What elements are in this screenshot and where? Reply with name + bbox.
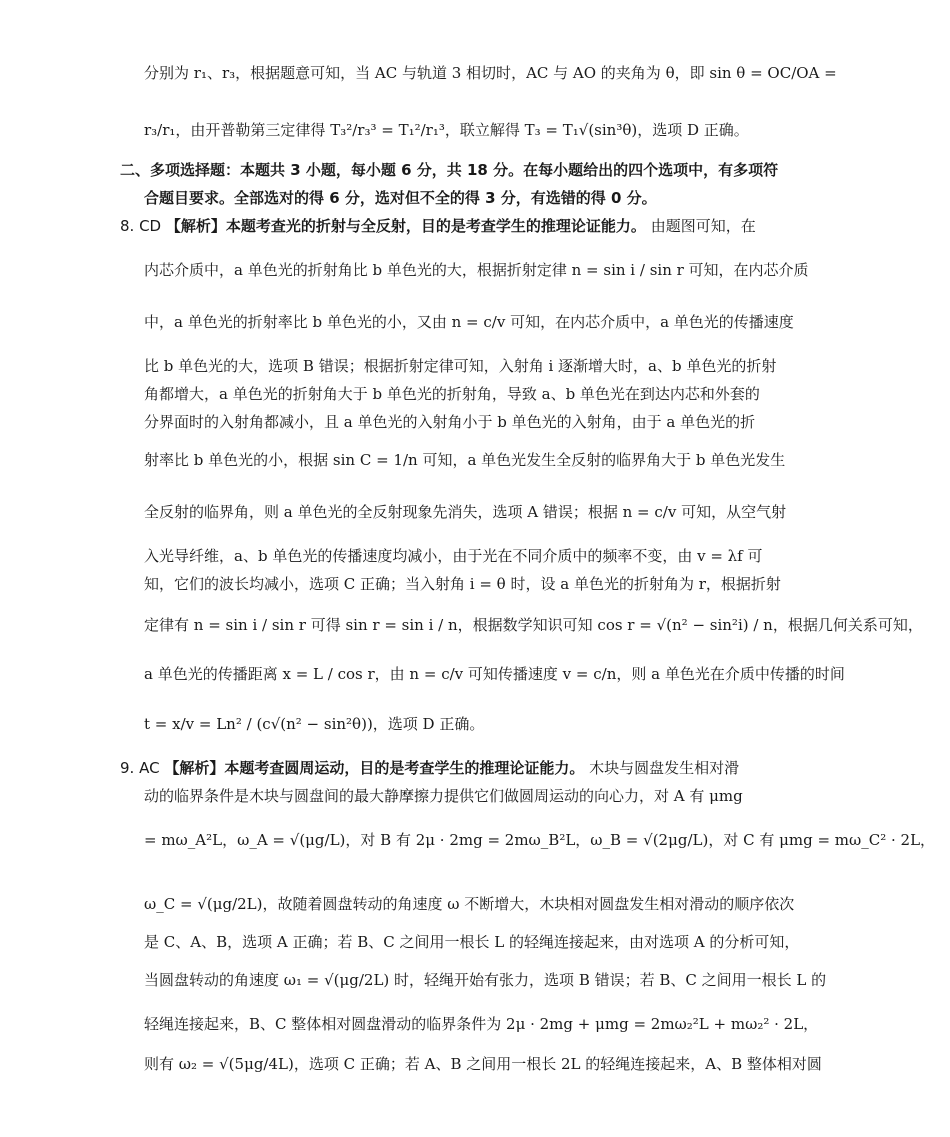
paragraph-line: 分界面时的入射角都减小，且 a 单色光的入射角小于 b 单色光的入射角，由于 a 单色光的折 xyxy=(144,413,756,431)
section-heading: 合题目要求。全部选对的得 6 分，选对但不全的得 3 分，有选错的得 0 分。 xyxy=(144,189,657,207)
paragraph-line: t = x/v = Ln² / (c√(n² − sin²θ))，选项 D 正确。 xyxy=(144,715,485,733)
paragraph-line: 角都增大，a 单色光的折射角大于 b 单色光的折射角，导致 a、b 单色光在到达内芯和外套的 xyxy=(144,385,760,403)
paragraph-line: a 单色光的传播距离 x = L / cos r，由 n = c/v 可知传播速度 v = c/n，则 a 单色光在介质中传播的时间 xyxy=(144,665,845,683)
paragraph-line: ω_C = √(μg/2L)，故随着圆盘转动的角速度 ω 不断增大，木块相对圆盘发生相对滑动的顺序依次 xyxy=(144,895,795,913)
paragraph-line: 动的临界条件是木块与圆盘间的最大静摩擦力提供它们做圆周运动的向心力，对 A 有 μmg xyxy=(144,787,743,805)
analysis-tag: 【解析】本题考查圆周运动，目的是考查学生的推理论证能力。 xyxy=(164,759,585,777)
paragraph-line: 轻绳连接起来，B、C 整体相对圆盘滑动的临界条件为 2μ · 2mg + μmg = 2mω₂²L + mω₂² · 2L， xyxy=(144,1015,819,1033)
paragraph-line: 知，它们的波长均减小，选项 C 正确；当入射角 i = θ 时，设 a 单色光的折射角为 r，根据折射 xyxy=(144,575,781,593)
paragraph-line: r₃/r₁，由开普勒第三定律得 T₃²/r₃³ = T₁²/r₁³，联立解得 T₃ = T₁√(sin³θ)，选项 D 正确。 xyxy=(144,121,749,139)
paragraph-line: 全反射的临界角，则 a 单色光的全反射现象先消失，选项 A 错误；根据 n = c/v 可知，从空气射 xyxy=(144,503,787,521)
paragraph-line: 中，a 单色光的折射率比 b 单色光的小，又由 n = c/v 可知，在内芯介质中，a 单色光的传播速度 xyxy=(144,313,794,331)
paragraph-line: 则有 ω₂ = √(5μg/4L)，选项 C 正确；若 A、B 之间用一根长 2L 的轻绳连接起来，A、B 整体相对圆 xyxy=(144,1055,822,1073)
paragraph-text: 由题图可知，在 xyxy=(650,217,756,235)
paragraph-line: 比 b 单色光的大，选项 B 错误；根据折射定律可知，入射角 i 逐渐增大时，a、b 单色光的折射 xyxy=(144,357,777,375)
paragraph-line: 分别为 r₁、r₃，根据题意可知，当 AC 与轨道 3 相切时，AC 与 AO 的夹角为 θ，即 sin θ = OC/OA = xyxy=(144,64,837,82)
question-8-first-line xyxy=(120,216,756,236)
section-heading: 二、多项选择题：本题共 3 小题，每小题 6 分，共 18 分。在每小题给出的四个选项中，有多项符 xyxy=(120,161,779,179)
paragraph-line: 入光导纤维，a、b 单色光的传播速度均减小，由于光在不同介质中的频率不变，由 v = λf 可 xyxy=(144,547,763,565)
paragraph-line: 是 C、A、B，选项 A 正确；若 B、C 之间用一根长 L 的轻绳连接起来，由对选项 A 的分析可知， xyxy=(144,933,800,951)
question-9-first-line xyxy=(120,758,739,778)
paragraph-text: 木块与圆盘发生相对滑 xyxy=(589,759,740,777)
paragraph-line: = mω_A²L，ω_A = √(μg/L)，对 B 有 2μ · 2mg = 2mω_B²L，ω_B = √(2μg/L)，对 C 有 μmg = mω_C² · 2L， xyxy=(144,831,936,849)
paragraph-line: 内芯介质中，a 单色光的折射角比 b 单色光的大，根据折射定律 n = sin i / sin r 可知，在内芯介质 xyxy=(144,261,809,279)
question-number-answer: 9. AC xyxy=(120,759,160,777)
paragraph-line: 射率比 b 单色光的小，根据 sin C = 1/n 可知，a 单色光发生全反射的临界角大于 b 单色光发生 xyxy=(144,451,786,469)
analysis-tag: 【解析】本题考查光的折射与全反射，目的是考查学生的推理论证能力。 xyxy=(165,217,646,235)
paragraph-line: 当圆盘转动的角速度 ω₁ = √(μg/2L) 时，轻绳开始有张力，选项 B 错误；若 B、C 之间用一根长 L 的 xyxy=(144,971,827,989)
question-number-answer: 8. CD xyxy=(120,217,162,235)
paragraph-line: 定律有 n = sin i / sin r 可得 sin r = sin i / n，根据数学知识可知 cos r = √(n² − sin²i) / n，根据几何关系可知， xyxy=(144,616,923,634)
